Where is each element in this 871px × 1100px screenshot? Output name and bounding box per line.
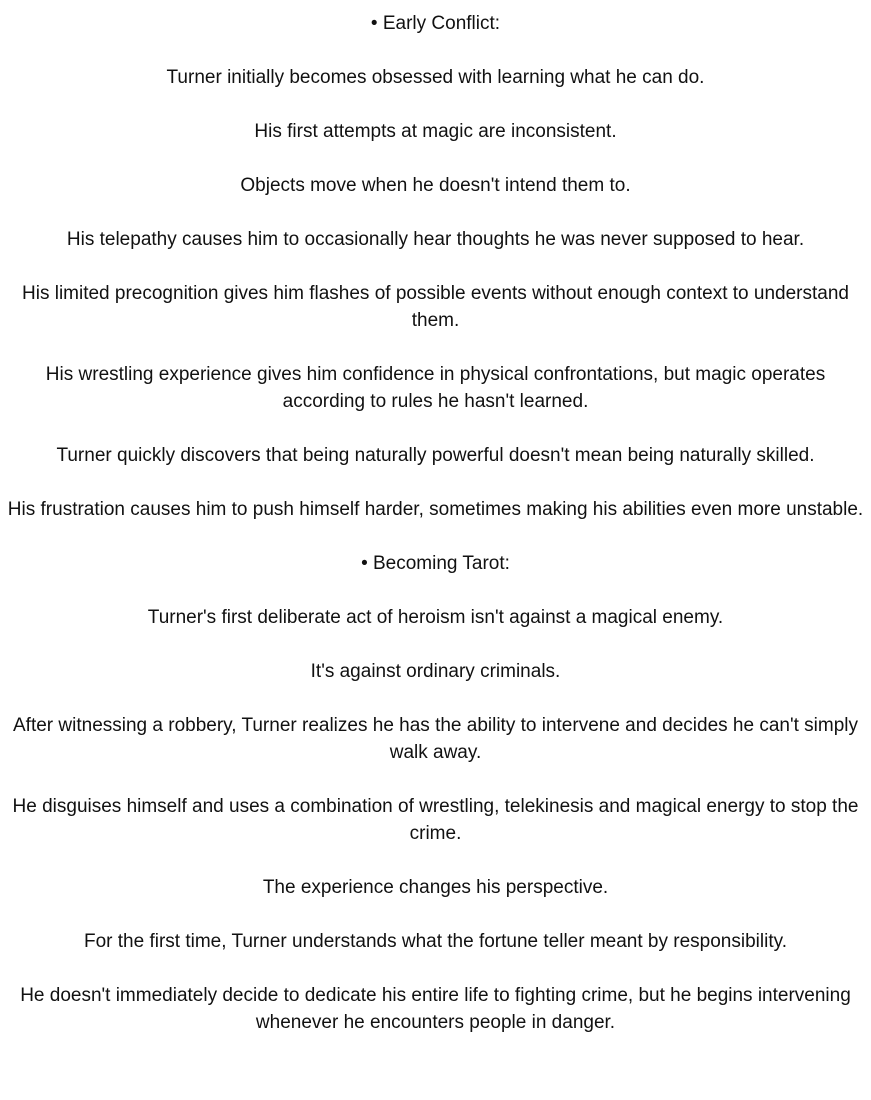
paragraph: Turner initially becomes obsessed with learning what he can do.	[166, 67, 705, 88]
paragraph: His limited precognition gives him flashes of possible events without enough context to understand them.	[22, 283, 849, 331]
paragraph: His frustration causes him to push himself harder, sometimes making his abilities even more unstable.	[7, 499, 864, 520]
paragraph: For the first time, Turner understands what the fortune teller meant by responsibility.	[84, 931, 787, 952]
paragraph: His first attempts at magic are inconsistent.	[254, 121, 617, 142]
paragraph: The experience changes his perspective.	[262, 877, 609, 898]
paragraph: He doesn't immediately decide to dedicate his entire life to fighting crime, but he begins intervening whenever he encounters people in danger.	[20, 985, 851, 1033]
paragraph: His telepathy causes him to occasionally hear thoughts he was never supposed to hear.	[66, 229, 805, 250]
paragraph: After witnessing a robbery, Turner realizes he has the ability to intervene and decides he can't simply walk away.	[13, 715, 858, 763]
paragraph: Turner's first deliberate act of heroism isn't against a magical enemy.	[147, 607, 724, 628]
paragraph: Objects move when he doesn't intend them to.	[240, 175, 631, 196]
section-heading: • Early Conflict:	[370, 13, 501, 34]
section-becoming-tarot	[0, 550, 871, 1036]
section-heading: • Becoming Tarot:	[361, 553, 510, 574]
paragraph: His wrestling experience gives him confidence in physical confrontations, but magic operates according to rules he hasn't learned.	[45, 364, 826, 412]
paragraph: He disguises himself and uses a combination of wrestling, telekinesis and magical energy to stop the crime.	[12, 796, 859, 844]
section-early-conflict	[0, 10, 871, 523]
paragraph: Turner quickly discovers that being naturally powerful doesn't mean being naturally skilled.	[56, 445, 815, 466]
paragraph: It's against ordinary criminals.	[310, 661, 561, 682]
